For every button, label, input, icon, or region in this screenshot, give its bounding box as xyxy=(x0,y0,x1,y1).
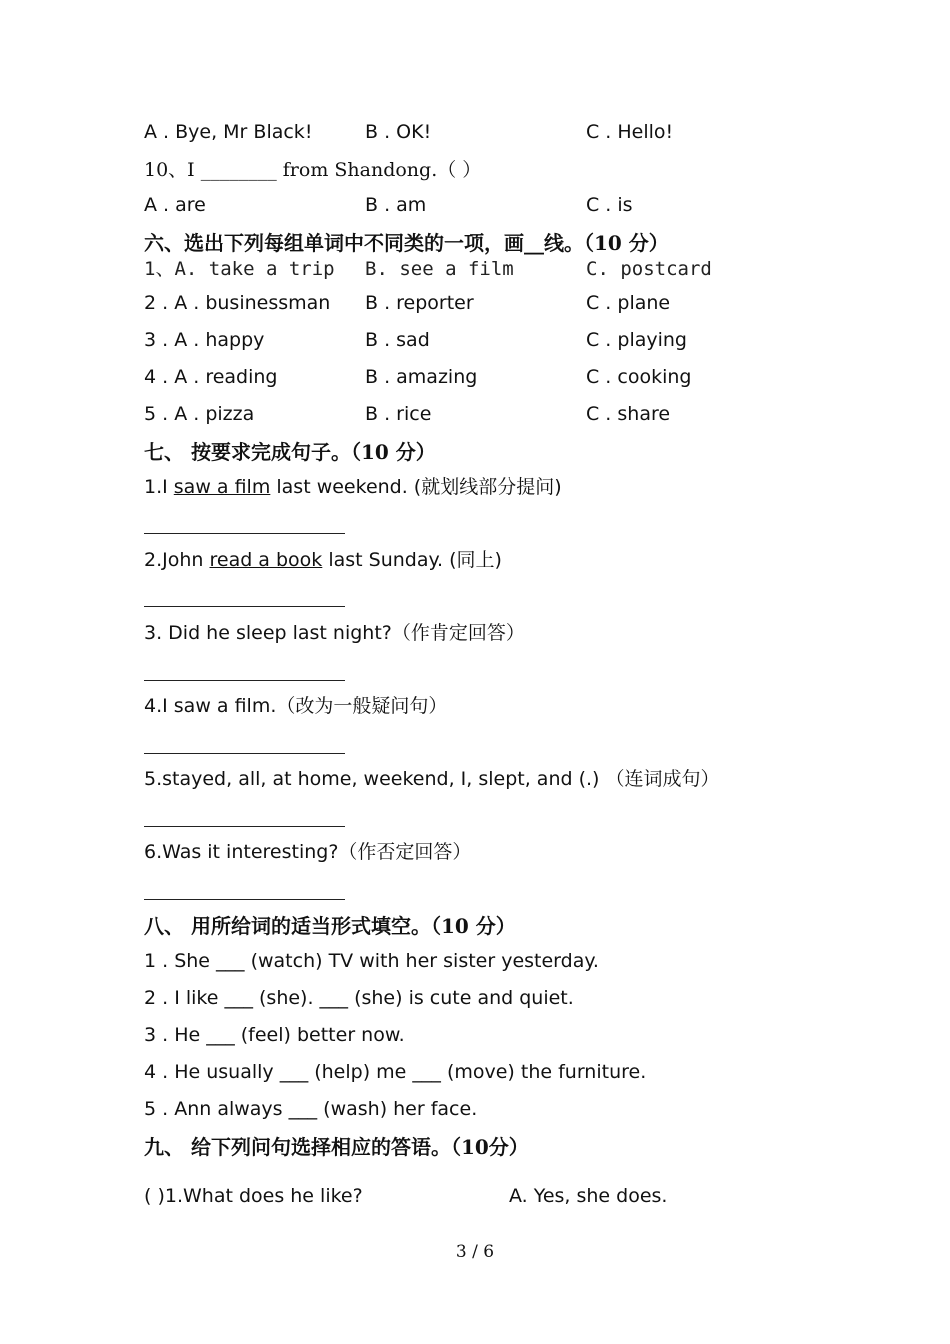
option-b: B . am xyxy=(365,194,427,216)
underlined-phrase: saw a film xyxy=(173,476,271,498)
option-b: B . sad xyxy=(365,329,430,351)
option-c: C. postcard xyxy=(586,258,712,280)
item-prefix: 1.I xyxy=(144,476,174,498)
section6-heading: 六、选出下列每组单词中不同类的一项，画__线。（10 分） xyxy=(144,231,669,255)
item-suffix: last weekend. (就划线部分提问) xyxy=(270,476,562,498)
section8-item-2: 2 . I like ___ (she). ___ (she) is cute and quiet. xyxy=(144,987,574,1009)
option-a: 4 . A . reading xyxy=(144,366,278,388)
section9-heading: 九、 给下列问句选择相应的答语。（10分） xyxy=(144,1135,529,1159)
section7-item-4: 4.I saw a film.（改为一般疑问句） xyxy=(144,695,448,717)
section8-item-4: 4 . He usually ___ (help) me ___ (move) the furniture. xyxy=(144,1061,647,1083)
answer-line-3[interactable] xyxy=(144,680,345,681)
option-c: C . is xyxy=(586,194,633,216)
item-suffix: last Sunday. (同上) xyxy=(322,549,502,571)
section7-item-2 xyxy=(144,545,502,575)
option-b: B . reporter xyxy=(365,292,474,314)
section7-item-3: 3. Did he sleep last night?（作肯定回答） xyxy=(144,622,525,644)
section8-item-1: 1 . She ___ (watch) TV with her sister yesterday. xyxy=(144,950,599,972)
q10-stem: 10、I ________ from Shandong.（ ） xyxy=(144,159,482,181)
answer-line-6[interactable] xyxy=(144,899,345,900)
question-with-bracket: ( )1.What does he like? xyxy=(144,1185,363,1207)
answer-option-a: A. Yes, she does. xyxy=(509,1185,668,1207)
section8-item-5: 5 . Ann always ___ (wash) her face. xyxy=(144,1098,478,1120)
option-c: C . playing xyxy=(586,329,687,351)
item-prefix: 2.John xyxy=(144,549,210,571)
option-a: A . Bye, Mr Black! xyxy=(144,121,313,143)
answer-line-1[interactable] xyxy=(144,533,345,534)
option-c: C . share xyxy=(586,403,671,425)
option-a: 3 . A . happy xyxy=(144,329,265,351)
option-c: C . cooking xyxy=(586,366,692,388)
section8-heading: 八、 用所给词的适当形式填空。（10 分） xyxy=(144,914,516,938)
section7-item-5: 5.stayed, all, at home, weekend, I, slept, and (.) （连词成句） xyxy=(144,768,720,790)
option-a: 5 . A . pizza xyxy=(144,403,255,425)
option-b: B. see a film xyxy=(365,258,514,280)
option-b: B . OK! xyxy=(365,121,432,143)
answer-line-2[interactable] xyxy=(144,606,345,607)
section7-item-6: 6.Was it interesting?（作否定回答） xyxy=(144,841,472,863)
option-b: B . amazing xyxy=(365,366,478,388)
underlined-phrase: read a book xyxy=(209,549,323,571)
option-c: C . Hello! xyxy=(586,121,674,143)
option-a: 2 . A . businessman xyxy=(144,292,331,314)
option-c: C . plane xyxy=(586,292,671,314)
section7-item-1 xyxy=(144,472,562,502)
section8-item-3: 3 . He ___ (feel) better now. xyxy=(144,1024,405,1046)
section7-heading: 七、 按要求完成句子。（10 分） xyxy=(144,440,436,464)
answer-line-5[interactable] xyxy=(144,826,345,827)
answer-line-4[interactable] xyxy=(144,753,345,754)
option-a: 1、A. take a trip xyxy=(144,258,335,280)
option-b: B . rice xyxy=(365,403,432,425)
option-a: A . are xyxy=(144,194,206,216)
page-number: 3 / 6 xyxy=(455,1242,495,1262)
